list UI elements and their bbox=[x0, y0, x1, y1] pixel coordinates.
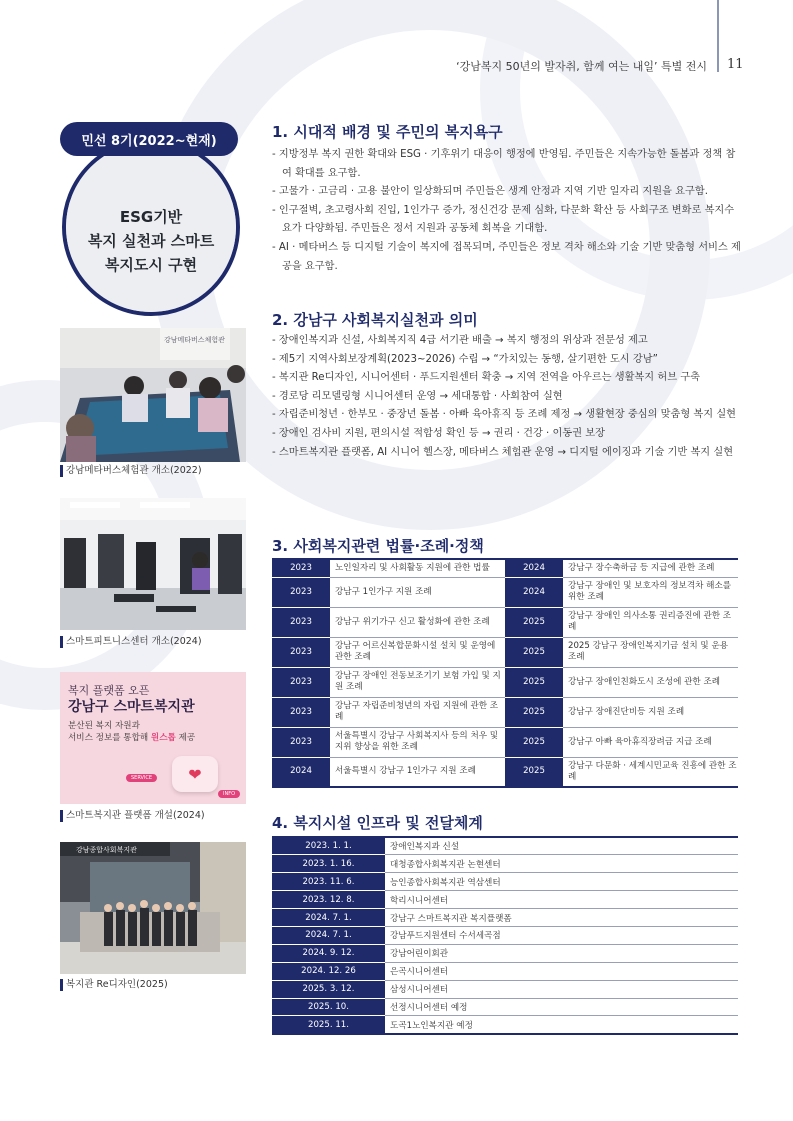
policy-year: 2023 bbox=[272, 559, 330, 577]
policy-name: 강남구 장애인 및 보호자의 정보격차 해소를 위한 조례 bbox=[563, 577, 738, 607]
facility-name: 선정시니어센터 예정 bbox=[385, 998, 738, 1016]
policy-name: 강남구 장애인 의사소통 권리증진에 관한 조례 bbox=[563, 607, 738, 637]
section-title: 4. 복지시설 인프라 및 전달체계 bbox=[272, 814, 483, 832]
promo-desc-text: 제공 bbox=[175, 733, 196, 743]
section2-bullets bbox=[272, 332, 742, 462]
facility-name: 학리시니어센터 bbox=[385, 891, 738, 909]
table-row bbox=[272, 757, 738, 787]
photo-welfare-center-redesign bbox=[60, 842, 246, 974]
policy-year: 2025 bbox=[505, 727, 563, 757]
bullet-item: - 지방정부 복지 권한 확대와 ESG · 기후위기 대응이 행정에 반영됨. 주민들은 지속가능한 돌봄과 정책 참여 확대를 요구함. bbox=[272, 146, 742, 183]
table-row bbox=[272, 998, 738, 1016]
policy-name: 강남구 1인가구 지원 조례 bbox=[330, 577, 505, 607]
table-row bbox=[272, 891, 738, 909]
table-row bbox=[272, 727, 738, 757]
policy-year: 2023 bbox=[272, 667, 330, 697]
policy-name: 2025 강남구 장애인복지기금 설치 및 운용 조례 bbox=[563, 637, 738, 667]
facility-name: 도곡1노인복지관 예정 bbox=[385, 1016, 738, 1034]
section-title: 2. 강남구 사회복지실천과 의미 bbox=[272, 311, 478, 329]
table-row bbox=[272, 667, 738, 697]
facility-name: 강남구 스마트복지관 복지플랫폼 bbox=[385, 909, 738, 927]
facility-date: 2023. 1. 1. bbox=[272, 837, 385, 855]
table-row bbox=[272, 577, 738, 607]
facility-name: 은곡시니어센터 bbox=[385, 962, 738, 980]
facility-date: 2025. 10. bbox=[272, 998, 385, 1016]
table-row bbox=[272, 873, 738, 891]
era-pill: 민선 8기(2022~현재) bbox=[60, 122, 238, 156]
bullet-item: - AI · 메타버스 등 디지털 기술이 복지에 접목되며, 주민들은 정보 격차 해소와 기술 기반 맞춤형 서비스 제공을 요구함. bbox=[272, 239, 742, 276]
facility-name: 삼성시니어센터 bbox=[385, 980, 738, 998]
bullet-item: - 경로당 리모델링형 시니어센터 운영 → 세대통합 · 사회참여 실현 bbox=[272, 388, 742, 407]
promo-desc-line: 분산된 복지 자원과 bbox=[68, 721, 140, 731]
table-row bbox=[272, 926, 738, 944]
table-row bbox=[272, 962, 738, 980]
facility-date: 2024. 7. 1. bbox=[272, 926, 385, 944]
facility-date: 2024. 7. 1. bbox=[272, 909, 385, 927]
table-row bbox=[272, 1016, 738, 1034]
promo-title: 강남구 스마트복지관 bbox=[68, 699, 195, 715]
policy-year: 2025 bbox=[505, 637, 563, 667]
policy-year: 2024 bbox=[505, 577, 563, 607]
bullet-item: - 장애인복지과 신설, 사회복지직 4급 서기관 배출 → 복지 행정의 위상과 전문성 제고 bbox=[272, 332, 742, 351]
table-row bbox=[272, 697, 738, 727]
policy-year: 2023 bbox=[272, 577, 330, 607]
facility-date: 2024. 12. 26 bbox=[272, 962, 385, 980]
policy-year: 2023 bbox=[272, 637, 330, 667]
era-title-line: 복지 실천과 스마트 bbox=[87, 232, 215, 250]
facility-date: 2024. 9. 12. bbox=[272, 944, 385, 962]
bullet-item: - 고물가 · 고금리 · 고용 불안이 일상화되며 주민들은 생계 안정과 지역 기반 일자리 지원을 요구함. bbox=[272, 183, 742, 202]
table-row bbox=[272, 637, 738, 667]
policy-name: 서울특별시 강남구 사회복지사 등의 처우 및 지위 향상을 위한 조례 bbox=[330, 727, 505, 757]
facility-name: 능인종합사회복지관 역삼센터 bbox=[385, 873, 738, 891]
policy-year: 2023 bbox=[272, 697, 330, 727]
table-row bbox=[272, 607, 738, 637]
policy-name: 노인일자리 및 사회활동 지원에 관한 법률 bbox=[330, 559, 505, 577]
photo-caption: 스마트복지관 플랫폼 개설(2024) bbox=[60, 810, 205, 822]
policy-name: 강남구 자립준비청년의 자립 지원에 관한 조례 bbox=[330, 697, 505, 727]
table-row bbox=[272, 855, 738, 873]
facility-date: 2025. 11. bbox=[272, 1016, 385, 1034]
bullet-item: - 장애인 검사비 지원, 편의시설 적합성 확인 등 → 권리 · 건강 · 이동권 보장 bbox=[272, 425, 742, 444]
promo-desc-text: 서비스 정보를 통합해 bbox=[68, 733, 151, 743]
policy-year: 2025 bbox=[505, 607, 563, 637]
facility-name: 대청종합사회복지관 논현센터 bbox=[385, 855, 738, 873]
policy-name: 강남구 위기가구 신고 활성화에 관한 조례 bbox=[330, 607, 505, 637]
bullet-item: - 제5기 지역사회보장계획(2023~2026) 수립 → “가치있는 동행, 살기편한 도시 강남” bbox=[272, 351, 742, 370]
photo-caption: 복지관 Re디자인(2025) bbox=[60, 979, 168, 991]
facility-date: 2025. 3. 12. bbox=[272, 980, 385, 998]
facility-date: 2023. 1. 16. bbox=[272, 855, 385, 873]
bullet-item: - 자립준비청년 · 한부모 · 중장년 돌봄 · 아빠 육아휴직 등 조례 제정 → 생활현장 중심의 맞춤형 복지 실현 bbox=[272, 406, 742, 425]
table-row bbox=[272, 944, 738, 962]
era-title-line: 복지도시 구현 bbox=[104, 256, 198, 274]
photo-sign-text: 강남종합사회복지관 bbox=[76, 846, 137, 854]
section-title: 3. 사회복지관련 법률·조례·정책 bbox=[272, 537, 484, 555]
photo-caption: 스마트피트니스센터 개소(2024) bbox=[60, 636, 202, 648]
bullet-item: - 복지관 Re디자인, 시니어센터 · 푸드지원센터 확충 → 지역 전역을 아우르는 생활복지 허브 구축 bbox=[272, 369, 742, 388]
table-row bbox=[272, 980, 738, 998]
era-title-line: ESG기반 bbox=[119, 208, 183, 226]
policy-year: 2025 bbox=[505, 697, 563, 727]
policy-name: 강남구 장애진단비등 지원 조례 bbox=[563, 697, 738, 727]
bullet-item: - 스마트복지관 플랫폼, AI 시니어 헬스장, 메타버스 체험관 운영 → 디지털 에이징과 기술 기반 복지 실현 bbox=[272, 444, 742, 463]
table-row bbox=[272, 837, 738, 855]
photo-caption: 강남메타버스체험관 개소(2022) bbox=[60, 465, 202, 477]
policy-year: 2025 bbox=[505, 757, 563, 787]
policy-name: 강남구 다문화 · 세계시민교육 진흥에 관한 조례 bbox=[563, 757, 738, 787]
era-title bbox=[76, 205, 226, 277]
policy-name: 강남구 장수축하금 등 지급에 관한 조례 bbox=[563, 559, 738, 577]
promo-tag: INFO bbox=[218, 790, 240, 798]
era-badge bbox=[66, 142, 236, 312]
policy-year: 2025 bbox=[505, 667, 563, 697]
facility-name: 강남푸드지원센터 수서세곡점 bbox=[385, 926, 738, 944]
policy-table bbox=[272, 558, 738, 788]
promo-desc-line bbox=[68, 732, 195, 744]
facility-date: 2023. 11. 6. bbox=[272, 873, 385, 891]
smart-welfare-platform-banner bbox=[60, 672, 246, 804]
photo-metaverse-center bbox=[60, 328, 246, 462]
policy-name: 강남구 아빠 육아휴직장려금 지급 조례 bbox=[563, 727, 738, 757]
table-row bbox=[272, 909, 738, 927]
facility-name: 강남어린이회관 bbox=[385, 944, 738, 962]
heart-icon: ❤ bbox=[172, 756, 218, 792]
promo-subtitle: 복지 플랫폼 오픈 bbox=[68, 684, 150, 697]
policy-year: 2024 bbox=[272, 757, 330, 787]
promo-tag: SERVICE bbox=[126, 774, 157, 782]
page-number: 11 bbox=[727, 57, 744, 72]
bullet-item: - 인구절벽, 초고령사회 진입, 1인가구 증가, 정신건강 문제 심화, 다문화 확산 등 사회구조 변화로 복지수요가 다양화됨. 주민들은 정서 지원과 공동체 회복을 기대함. bbox=[272, 202, 742, 239]
facility-table bbox=[272, 836, 738, 1035]
policy-name: 강남구 어르신복합문화시설 설치 및 운영에 관한 조례 bbox=[330, 637, 505, 667]
promo-highlight: 원스톱 bbox=[150, 733, 176, 743]
facility-name: 장애인복지과 신설 bbox=[385, 837, 738, 855]
facility-date: 2023. 12. 8. bbox=[272, 891, 385, 909]
section-title: 1. 시대적 배경 및 주민의 복지욕구 bbox=[272, 123, 503, 141]
header-title: ‘강남복지 50년의 발자취, 함께 여는 내일’ 특별 전시 bbox=[456, 60, 707, 73]
policy-name: 서울특별시 강남구 1인가구 지원 조례 bbox=[330, 757, 505, 787]
header-divider bbox=[717, 0, 719, 72]
photo-sign-text: 강남메타버스체험관 bbox=[164, 336, 225, 344]
policy-year: 2024 bbox=[505, 559, 563, 577]
policy-year: 2023 bbox=[272, 607, 330, 637]
section1-bullets bbox=[272, 146, 742, 276]
policy-name: 강남구 장애인친화도시 조성에 관한 조례 bbox=[563, 667, 738, 697]
policy-year: 2023 bbox=[272, 727, 330, 757]
photo-fitness-center bbox=[60, 498, 246, 630]
policy-name: 강남구 장애인 전동보조기기 보험 가입 및 지원 조례 bbox=[330, 667, 505, 697]
table-row bbox=[272, 559, 738, 577]
